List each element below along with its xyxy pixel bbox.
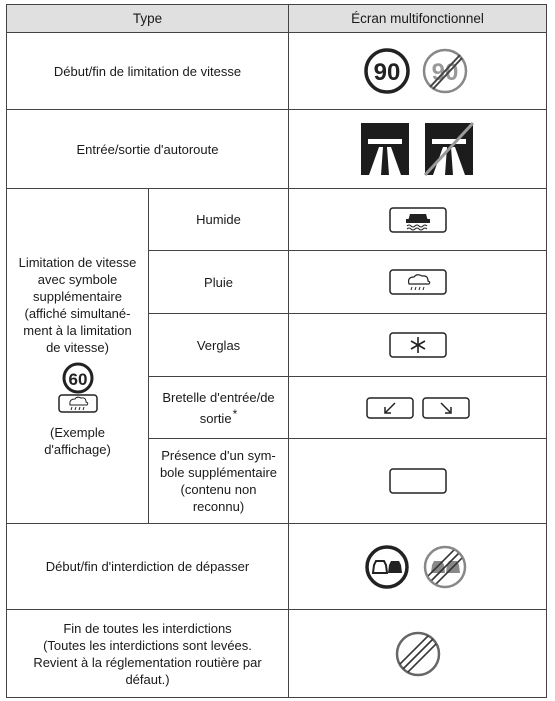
sub-label-pluie: Pluie — [149, 251, 289, 314]
no-overtaking-signs-icon — [363, 543, 473, 591]
table-row — [7, 189, 547, 251]
display-cell-pluie — [289, 251, 547, 314]
table-row — [7, 110, 547, 189]
supplementary-description: Limitation de vitesse avec symbole supplémentaire (affiché simultané- ment à la limitation de vitesse) — [18, 255, 137, 355]
table-row — [7, 33, 547, 110]
end-of-restrictions-icon — [394, 630, 442, 678]
traffic-sign-table — [6, 4, 547, 698]
display-cell-end-all — [289, 610, 547, 698]
display-cell-humide — [289, 189, 547, 251]
svg-text:90: 90 — [373, 59, 400, 86]
example-speed-limit-rain-icon — [54, 362, 102, 414]
snowflake-icon — [389, 332, 447, 358]
sub-label-unrecognized: Présence d'un sym- bole supplémentaire (contenu non reconnu) — [149, 439, 289, 524]
speed-limit-signs-icon — [363, 47, 473, 95]
display-cell-speed-limit — [289, 33, 547, 110]
svg-text:90: 90 — [431, 59, 458, 86]
sub-label-humide: Humide — [149, 189, 289, 251]
display-cell-bretelle — [289, 377, 547, 439]
example-caption: (Exemple d'affichage) — [44, 425, 111, 457]
sub-label-bretelle — [149, 377, 289, 439]
motorway-signs-icon — [359, 121, 477, 177]
display-cell-verglas — [289, 314, 547, 377]
svg-text:60: 60 — [68, 370, 87, 389]
bretelle-label-text: Bretelle d'entrée/de sortie — [162, 389, 275, 426]
table-row — [7, 524, 547, 610]
ramp-arrows-icon — [366, 397, 470, 419]
header-display: Écran multifonctionnel — [289, 5, 547, 33]
row-label-overtaking: Début/fin d'interdiction de dépasser — [7, 524, 289, 610]
rain-cloud-icon — [389, 269, 447, 295]
header-type: Type — [7, 5, 289, 33]
sub-label-verglas: Verglas — [149, 314, 289, 377]
blank-panel-icon — [389, 468, 447, 494]
table-header-row — [7, 5, 547, 33]
wet-road-car-icon — [389, 207, 447, 233]
row-label-end-all: Fin de toutes les interdictions (Toutes les interdictions sont levées. Revient à la réglementation routière par défaut.) — [7, 610, 289, 698]
display-cell-motorway — [289, 110, 547, 189]
row-label-speed-limit: Début/fin de limitation de vitesse — [7, 33, 289, 110]
row-label-supplementary — [7, 189, 149, 524]
display-cell-overtaking — [289, 524, 547, 610]
display-cell-unrecognized — [289, 439, 547, 524]
footnote-marker: * — [232, 406, 238, 421]
table-row — [7, 610, 547, 698]
row-label-motorway: Entrée/sortie d'autoroute — [7, 110, 289, 189]
